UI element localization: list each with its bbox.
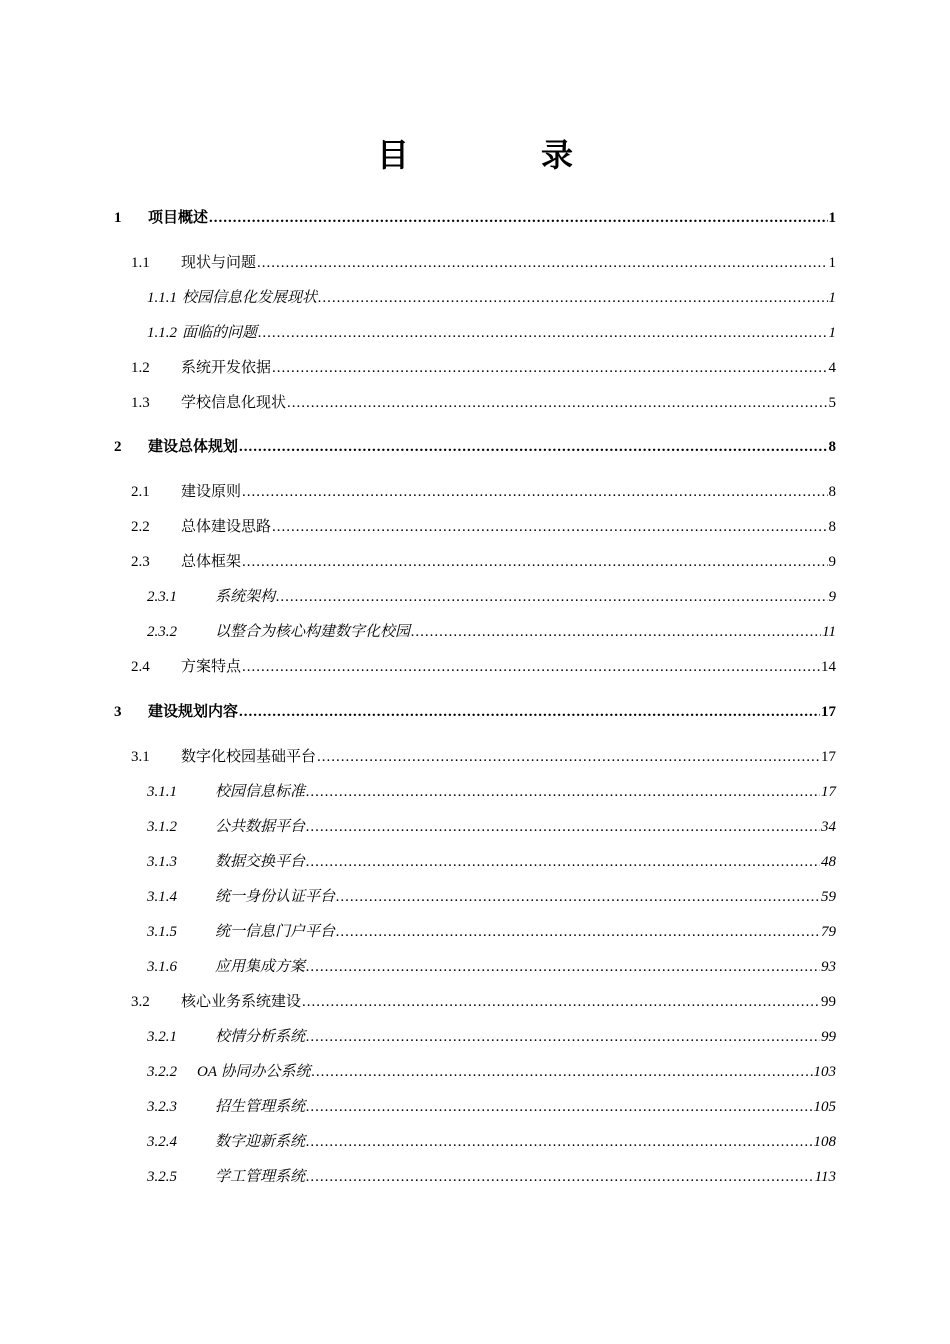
- toc-entry-3-1-5[interactable]: [147, 920, 836, 942]
- toc-title: 建设总体规划: [148, 439, 239, 455]
- dot-leader: [258, 323, 827, 343]
- toc-page: 105: [813, 1099, 836, 1115]
- toc-title: 学校信息化现状: [181, 395, 287, 411]
- dot-leader: [318, 288, 827, 308]
- toc-entry-3-1-1[interactable]: [147, 780, 836, 802]
- toc-number: 3.1.3: [147, 854, 177, 870]
- toc-number: 2.4: [131, 659, 150, 675]
- toc-title: 数据交换平台: [215, 854, 306, 870]
- dot-leader: [287, 393, 827, 413]
- toc-number: 3.2.1: [147, 1029, 177, 1045]
- page-title: 目 录: [376, 136, 623, 174]
- toc-title: 校园信息标准: [215, 784, 306, 800]
- dot-leader: [411, 622, 821, 642]
- toc-number: 3.2: [131, 994, 150, 1010]
- dot-leader: [311, 1062, 812, 1082]
- toc-entry-2-3-2[interactable]: [147, 620, 836, 642]
- toc-entry-2-2[interactable]: [131, 515, 836, 537]
- toc-page: 11: [822, 624, 836, 640]
- toc-number: 3.1.4: [147, 889, 177, 905]
- toc-page: 1: [828, 210, 836, 226]
- toc-number: 3.2.5: [147, 1169, 177, 1185]
- toc-number: 2.2: [131, 519, 150, 535]
- toc-page: 1: [828, 325, 836, 341]
- toc-page: 59: [821, 889, 836, 905]
- dot-leader: [306, 957, 820, 977]
- toc-number: 1.1.1: [147, 290, 177, 306]
- dot-leader: [306, 782, 820, 802]
- toc-title: 招生管理系统: [215, 1099, 306, 1115]
- toc-entry-1-1-2[interactable]: [147, 321, 836, 343]
- toc-entry-2-3-1[interactable]: [147, 585, 836, 607]
- toc-entry-1-3[interactable]: [131, 391, 836, 413]
- toc-page: 17: [821, 784, 836, 800]
- dot-leader: [336, 887, 820, 907]
- toc-title: 系统架构: [215, 589, 276, 605]
- toc-page: 48: [821, 854, 836, 870]
- dot-leader: [306, 1027, 820, 1047]
- toc-number: 1.1: [131, 255, 150, 271]
- toc-title: 核心业务系统建设: [181, 994, 302, 1010]
- toc-page: 4: [828, 360, 836, 376]
- toc-number: 3.1.5: [147, 924, 177, 940]
- toc-page: 17: [821, 749, 836, 765]
- toc-number: 1: [114, 210, 122, 226]
- dot-leader: [257, 253, 827, 273]
- toc-title: 数字化校园基础平台: [181, 749, 317, 765]
- toc-entry-3-2-2[interactable]: [147, 1060, 836, 1082]
- dot-leader: [209, 208, 827, 228]
- toc-number: 3.2.2: [147, 1064, 177, 1080]
- toc-entry-3-1[interactable]: [131, 745, 836, 767]
- toc-entry-3-1-6[interactable]: [147, 955, 836, 977]
- dot-leader: [306, 1132, 812, 1152]
- toc-page: 93: [821, 959, 836, 975]
- toc-page: 8: [828, 484, 836, 500]
- dot-leader: [242, 482, 827, 502]
- toc-number: 1.1.2: [147, 325, 177, 341]
- dot-leader: [276, 587, 827, 607]
- toc-title: 总体建设思路: [181, 519, 272, 535]
- toc-title: 建设原则: [181, 484, 242, 500]
- toc-entry-3-2[interactable]: [131, 990, 836, 1012]
- toc-title: 项目概述: [148, 210, 209, 226]
- toc-title: 校情分析系统: [215, 1029, 306, 1045]
- toc-number: 3.2.4: [147, 1134, 177, 1150]
- toc-title: 以整合为核心构建数字化校园: [215, 624, 411, 640]
- toc-entry-1-2[interactable]: [131, 356, 836, 378]
- toc-entry-2-4[interactable]: [131, 655, 836, 677]
- dot-leader: [306, 1167, 814, 1187]
- toc-entry-1-1[interactable]: [131, 251, 836, 273]
- dot-leader: [242, 657, 820, 677]
- dot-leader: [306, 1097, 812, 1117]
- toc-title: 统一身份认证平台: [215, 889, 336, 905]
- toc-title: 统一信息门户平台: [215, 924, 336, 940]
- toc-title: 建设规划内容: [148, 704, 239, 720]
- toc-entry-2-1[interactable]: [131, 480, 836, 502]
- toc-page: 99: [821, 1029, 836, 1045]
- toc-page: 108: [813, 1134, 836, 1150]
- toc-page: 17: [821, 704, 836, 720]
- dot-leader: [242, 552, 827, 572]
- toc-title: 现状与问题: [181, 255, 257, 271]
- toc-page: 99: [821, 994, 836, 1010]
- dot-leader: [306, 817, 820, 837]
- toc-number: 3.2.3: [147, 1099, 177, 1115]
- toc-number: 2.3.2: [147, 624, 177, 640]
- toc-title: 公共数据平台: [215, 819, 306, 835]
- toc-number: 2.3: [131, 554, 150, 570]
- toc-title: 学工管理系统: [215, 1169, 306, 1185]
- toc-entry-3-1-4[interactable]: [147, 885, 836, 907]
- toc-title: 总体框架: [181, 554, 242, 570]
- toc-page: 34: [821, 819, 836, 835]
- toc-entry-3-1-3[interactable]: [147, 850, 836, 872]
- toc-title: 校园信息化发展现状: [182, 290, 318, 306]
- toc-title: 方案特点: [181, 659, 242, 675]
- toc-title: 面临的问题: [182, 325, 258, 341]
- toc-number: 1.3: [131, 395, 150, 411]
- dot-leader: [336, 922, 820, 942]
- toc-entry-2-3[interactable]: [131, 550, 836, 572]
- dot-leader: [272, 517, 827, 537]
- dot-leader: [302, 992, 820, 1012]
- toc-page: 1: [828, 255, 836, 271]
- dot-leader: [239, 702, 820, 722]
- toc-page: 9: [828, 554, 836, 570]
- toc-entry-3-2-1[interactable]: [147, 1025, 836, 1047]
- dot-leader: [239, 437, 827, 457]
- toc-number: 3.1.1: [147, 784, 177, 800]
- toc-page: 1: [828, 290, 836, 306]
- toc-entry-1-1-1[interactable]: [147, 286, 836, 308]
- toc-number: 2: [114, 439, 122, 455]
- dot-leader: [272, 358, 827, 378]
- toc-number: 2.3.1: [147, 589, 177, 605]
- toc-entry-2[interactable]: [114, 435, 836, 457]
- toc-number: 3: [114, 704, 122, 720]
- toc-page: 14: [821, 659, 836, 675]
- toc-entry-3-1-2[interactable]: [147, 815, 836, 837]
- toc-title: 数字迎新系统: [215, 1134, 306, 1150]
- toc-page: 5: [828, 395, 836, 411]
- toc-number: 3.1.6: [147, 959, 177, 975]
- toc-page: 9: [828, 589, 836, 605]
- toc-title: 系统开发依据: [181, 360, 272, 376]
- toc-entry-1[interactable]: [114, 206, 836, 228]
- toc-number: 3.1: [131, 749, 150, 765]
- toc-page: 8: [828, 439, 836, 455]
- toc-page: 113: [814, 1169, 836, 1185]
- toc-number: 2.1: [131, 484, 150, 500]
- toc-entry-3-2-5[interactable]: [147, 1165, 836, 1187]
- toc-page: 8: [828, 519, 836, 535]
- toc-number: 3.1.2: [147, 819, 177, 835]
- toc-entry-3-2-4[interactable]: [147, 1130, 836, 1152]
- toc-page: 103: [813, 1064, 836, 1080]
- toc-entry-3[interactable]: [114, 700, 836, 722]
- toc-page: 79: [821, 924, 836, 940]
- toc-title: 应用集成方案: [215, 959, 306, 975]
- toc-entry-3-2-3[interactable]: [147, 1095, 836, 1117]
- toc-title: OA 协同办公系统: [197, 1064, 311, 1080]
- dot-leader: [317, 747, 820, 767]
- dot-leader: [306, 852, 820, 872]
- toc-number: 1.2: [131, 360, 150, 376]
